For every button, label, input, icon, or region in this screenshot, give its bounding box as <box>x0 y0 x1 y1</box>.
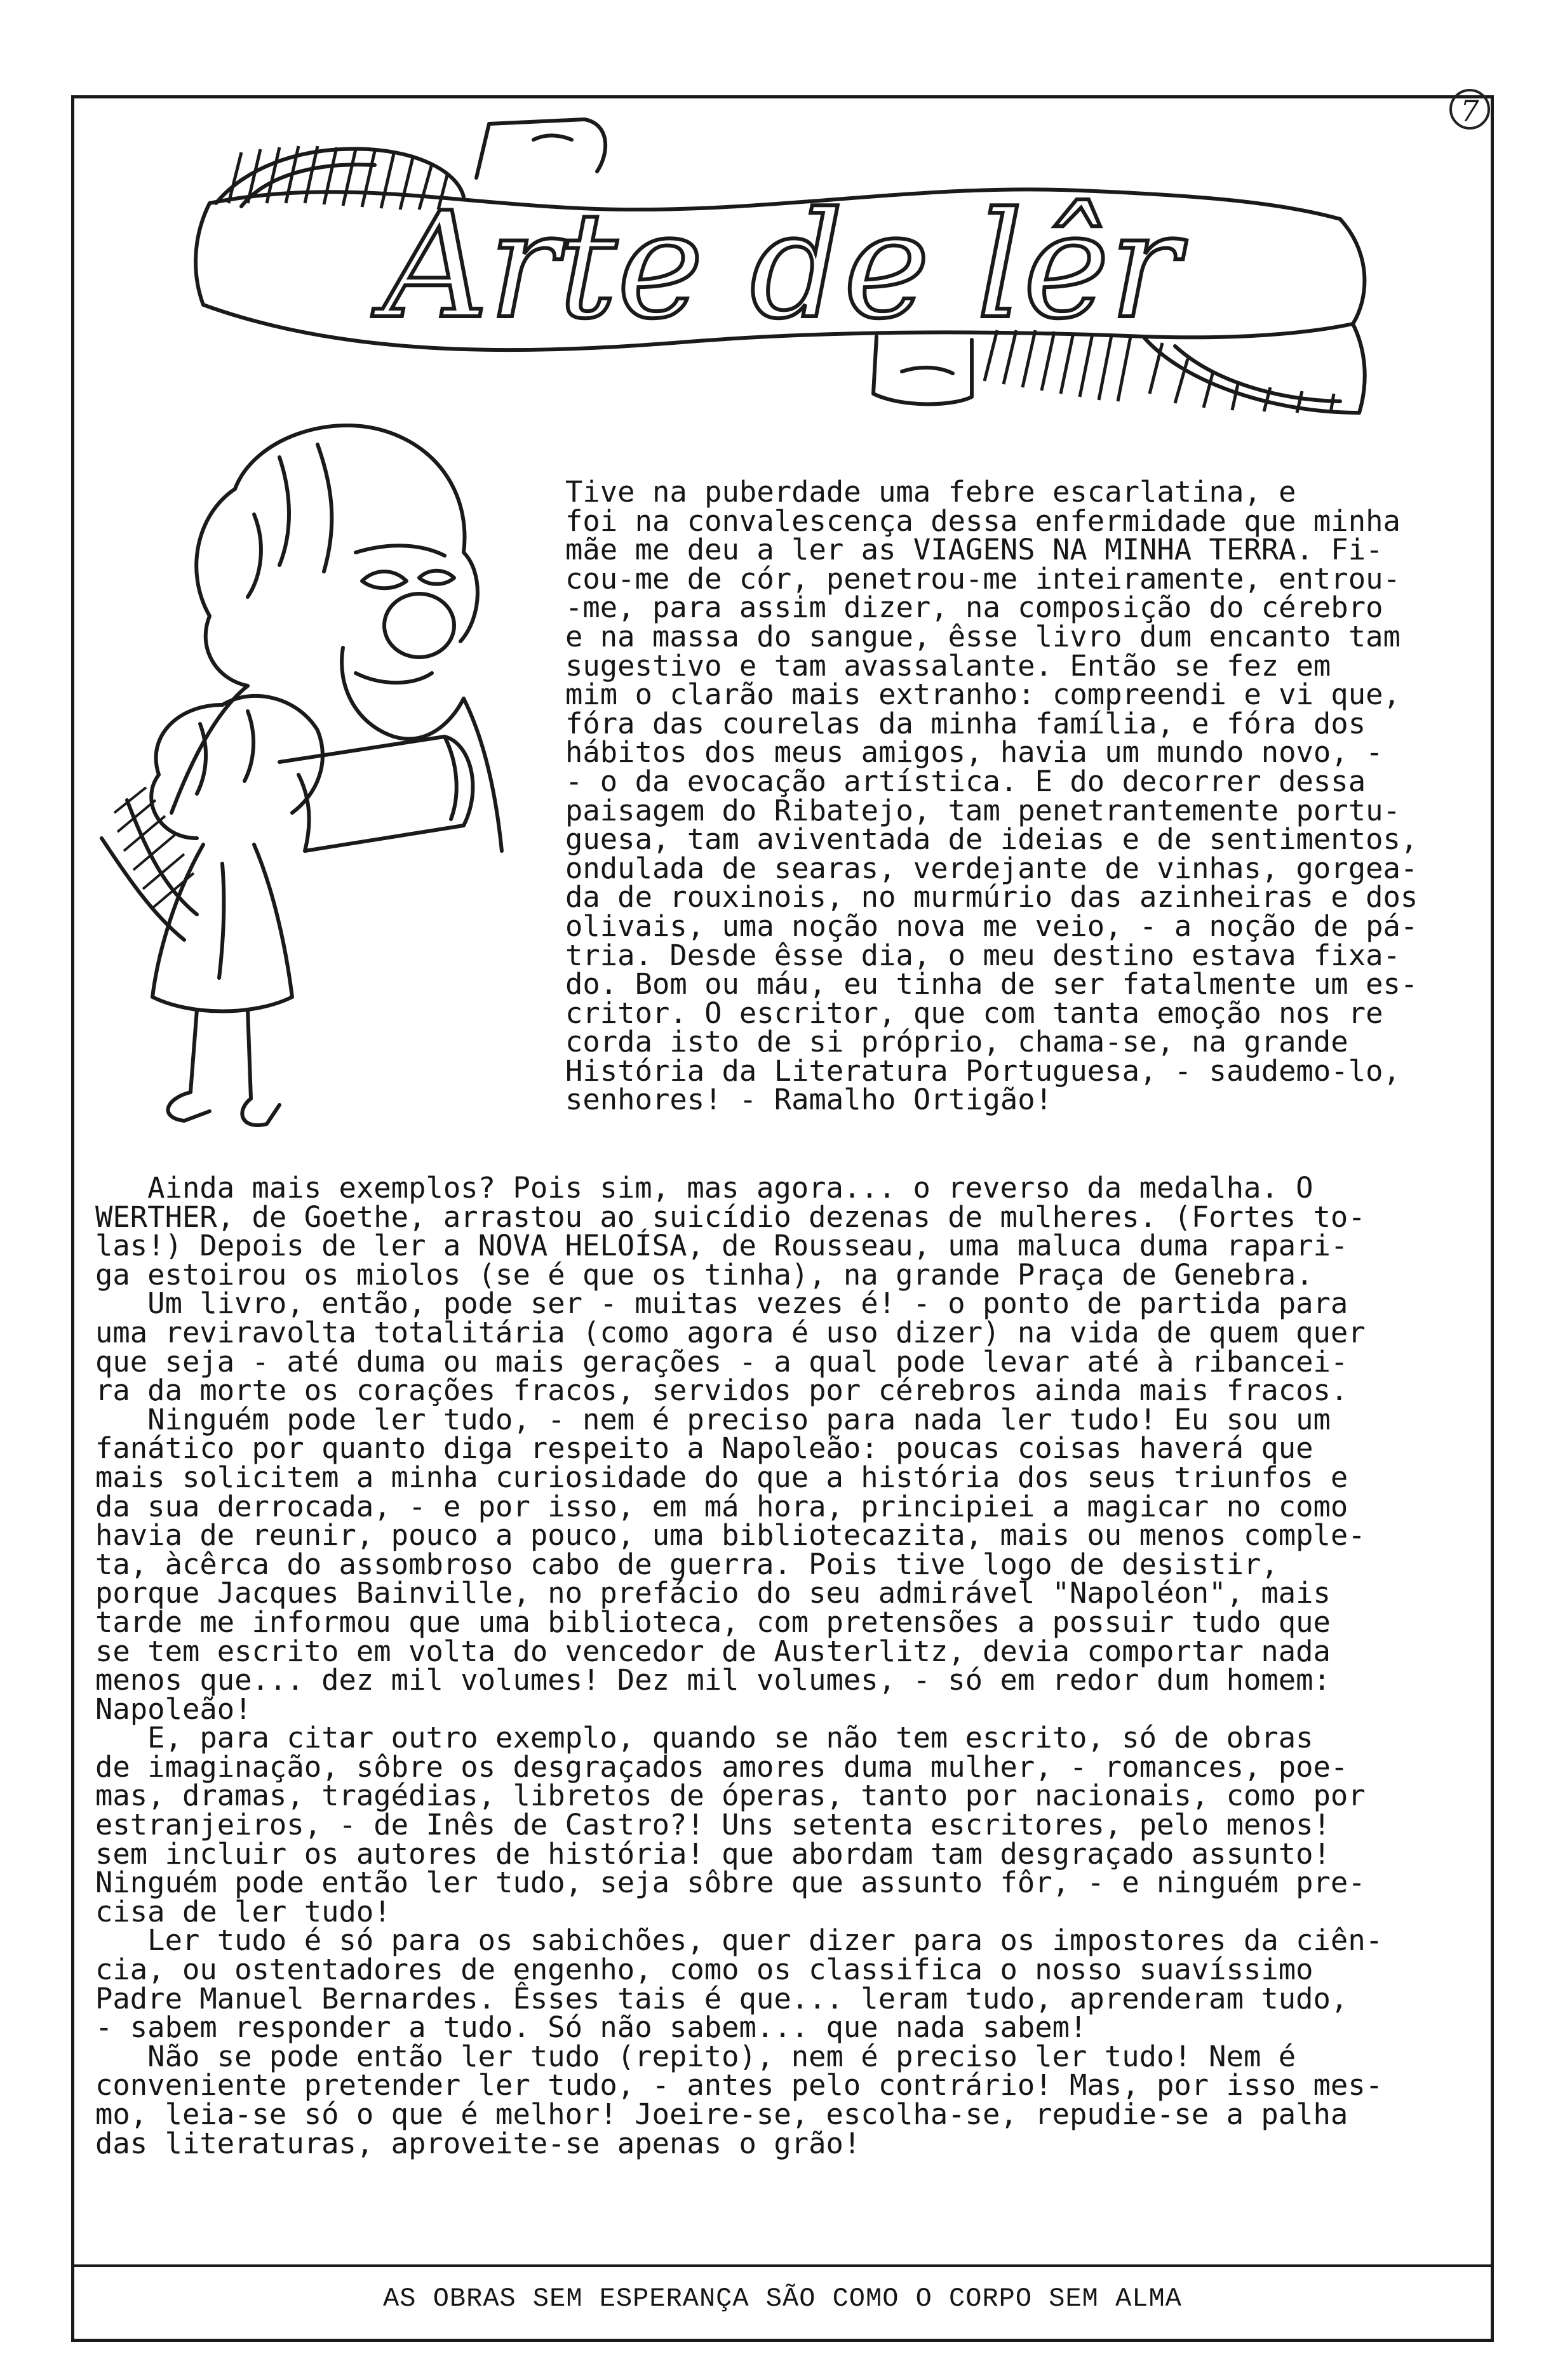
footer-motto: AS OBRAS SEM ESPERANÇA SÃO COMO O CORPO SEM ALMA <box>383 2283 1182 2314</box>
page-number: 7 <box>1449 89 1490 130</box>
caricature-illustration <box>89 406 559 1156</box>
article-body-paragraphs: Ainda mais exemplos? Pois sim, mas agora... o reverso da medalha. O WERTHER, de Goethe, arrastou ao suicídio dezenas de mulheres. (Fortes to- las!) Depois de ler a NOVA HELOÍSA, de Rousseau, uma maluca duma rapari- ga estoirou os miolos (se é que os tinha), na grande Praça de Genebra. Um livro, então, pode ser - muitas vezes é! - o ponto de partida para uma reviravolta totalitária (como agora é uso dizer) na vida de quem quer que seja - até duma ou mais gerações - a qual pode levar até à ribancei- ra da morte os corações fracos, servidos por cérebros ainda mais fracos. Ninguém pode ler tudo, - nem é preciso para nada ler tudo! Eu sou um fanático por quanto diga respeito a Napoleão: poucas coisas haverá que mais solicitem a minha curiosidade do que a história dos seus triunfos e da sua derrocada, - e por isso, em má hora, principiei a magicar no como havia de reunir, pouco a pouco, uma bibliotecazita, mais ou menos comple- ta, àcêrca do assombroso cabo de guerra. Pois tive logo de desistir, porque Jacques Bainville, no prefácio do seu admirável "Napoléon", mais tarde me informou que uma biblioteca, com pretensões a possuir tudo que se tem escrito em volta do vencedor de Austerlitz, devia comportar nada menos que... dez mil volumes! Dez mil volumes, - só em redor dum homem: Napoleão! E, para citar outro exemplo, quando se não tem escrito, só de obras de imaginação, sôbre os desgraçados amores duma mulher, - romances, poe- mas, dramas, tragédias, libretos de óperas, tanto por nacionais, como por estranjeiros, - de Inês de Castro?! Uns setenta escritores, pelo menos! sem incluir os autores de história! que abordam tam desgraçado assunto! Ninguém pode então ler tudo, seja sôbre que assunto fôr, - e ninguém pre- cisa de ler tudo! Ler tudo é só para os sabichões, quer dizer para os impostores da ciên- cia, ou ostentadores de engenho, como os classifica o nosso suavíssimo Padre Manuel Bernardes. Êsses tais é que... leram tudo, aprenderam tudo, - sabem responder a tudo. Só não sabem... que nada sabem! Não se pode então ler tudo (repito), nem é preciso ler tudo! Nem é conveniente pretender ler tudo, - antes pelo contrário! Mas, por isso mes- mo, leia-se só o que é melhor! Joeire-se, escolha-se, repudie-se a palha das literaturas, aproveite-se apenas o grão! <box>95 1171 1383 2160</box>
title-banner <box>191 114 1372 419</box>
footer-divider <box>71 2264 1494 2267</box>
article-intro-paragraph: Tive na puberdade uma febre escarlatina, e foi na convalescença dessa enfermidade que minha mãe me deu a ler as VIAGENS NA MINHA TERRA. Fi- cou-me de cór, penetrou-me inteiramente, entrou- -me, para assim dizer, na composição do cérebro e na massa do sangue, êsse livro dum encanto tam sugestivo e tam avassalante. Então se fez em mim o clarão mais extranho: compreendi e vi que, fóra das courelas da minha família, e fóra dos hábitos dos meus amigos, havia um mundo novo, - - o da evocação artística. E do decorrer dessa paisagem do Ribatejo, tam penetrantemente portu- guesa, tam aviventada de ideias e de sentimentos, ondulada de searas, verdejante de vinhas, gorgea- da de rouxinois, no murmúrio das azinheiras e dos olivais, uma noção nova me veio, - a noção de pá- tria. Desde êsse dia, o meu destino estava fixa- do. Bom ou máu, eu tinha de ser fatalmente um es- critor. O escritor, que com tanta emoção nos re corda isto de si próprio, chama-se, na grande História da Literatura Portuguesa, - saudemo-lo, senhores! - Ramalho Ortigão! <box>565 475 1418 1117</box>
article-title: Arte de lêr <box>383 182 1179 351</box>
